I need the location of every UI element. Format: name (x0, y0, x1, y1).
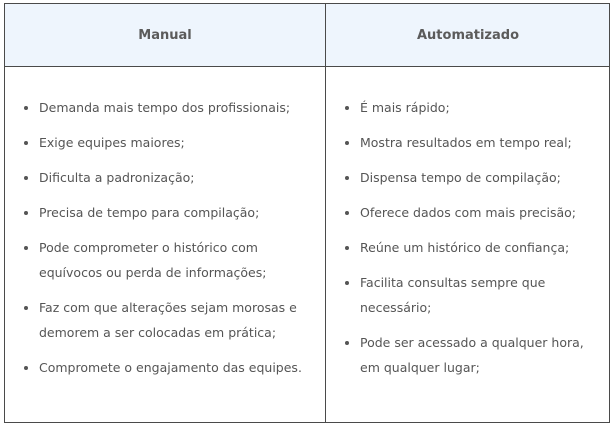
list-item (22, 355, 312, 380)
list-item-text: Faz com que alterações sejam morosas e demorem a ser colocadas em prática; (39, 300, 297, 340)
bullet-icon (24, 211, 28, 215)
list-item (343, 165, 601, 190)
list-item (343, 330, 601, 380)
bullet-icon (24, 176, 28, 180)
bullet-icon (345, 106, 349, 110)
list-item-text: Pode comprometer o histórico com equívocos ou perda de informações; (39, 240, 267, 280)
list-item-text: Oferece dados com mais precisão; (360, 205, 577, 220)
list-item-text: Demanda mais tempo dos profissionais; (39, 100, 291, 115)
list-item (22, 95, 312, 120)
list-item (343, 200, 601, 225)
list-item (343, 270, 601, 320)
list-item (22, 235, 312, 285)
header-manual: Manual (138, 27, 192, 43)
list-item-text: É mais rápido; (360, 100, 450, 115)
bullet-icon (345, 211, 349, 215)
list-item (22, 295, 312, 345)
bullet-icon (24, 141, 28, 145)
list-item-text: Mostra resultados em tempo real; (360, 135, 572, 150)
list-item-text: Pode ser acessado a qualquer hora, em qualquer lugar; (360, 335, 584, 375)
bullet-icon (345, 341, 349, 345)
list-item (22, 130, 312, 155)
list-item-text: Precisa de tempo para compilação; (39, 205, 260, 220)
list-item-text: Compromete o engajamento das equipes. (39, 360, 302, 375)
bullet-icon (345, 176, 349, 180)
bullet-icon (345, 141, 349, 145)
bullet-icon (345, 281, 349, 285)
bullet-icon (24, 246, 28, 250)
list-item-text: Reúne um histórico de confiança; (360, 240, 570, 255)
list-item (22, 200, 312, 225)
column-divider (325, 4, 326, 422)
list-item-text: Dificulta a padronização; (39, 170, 195, 185)
bullet-icon (345, 246, 349, 250)
list-item-text: Dispensa tempo de compilação; (360, 170, 561, 185)
list-item-text: Exige equipes maiores; (39, 135, 185, 150)
automatizado-list (343, 95, 601, 390)
list-item (343, 235, 601, 260)
bullet-icon (24, 366, 28, 370)
header-automatizado: Automatizado (416, 27, 520, 43)
list-item (343, 95, 601, 120)
list-item (22, 165, 312, 190)
manual-list (22, 95, 312, 390)
list-item (343, 130, 601, 155)
bullet-icon (24, 306, 28, 310)
bullet-icon (24, 106, 28, 110)
list-item-text: Facilita consultas sempre que necessário; (360, 275, 546, 315)
